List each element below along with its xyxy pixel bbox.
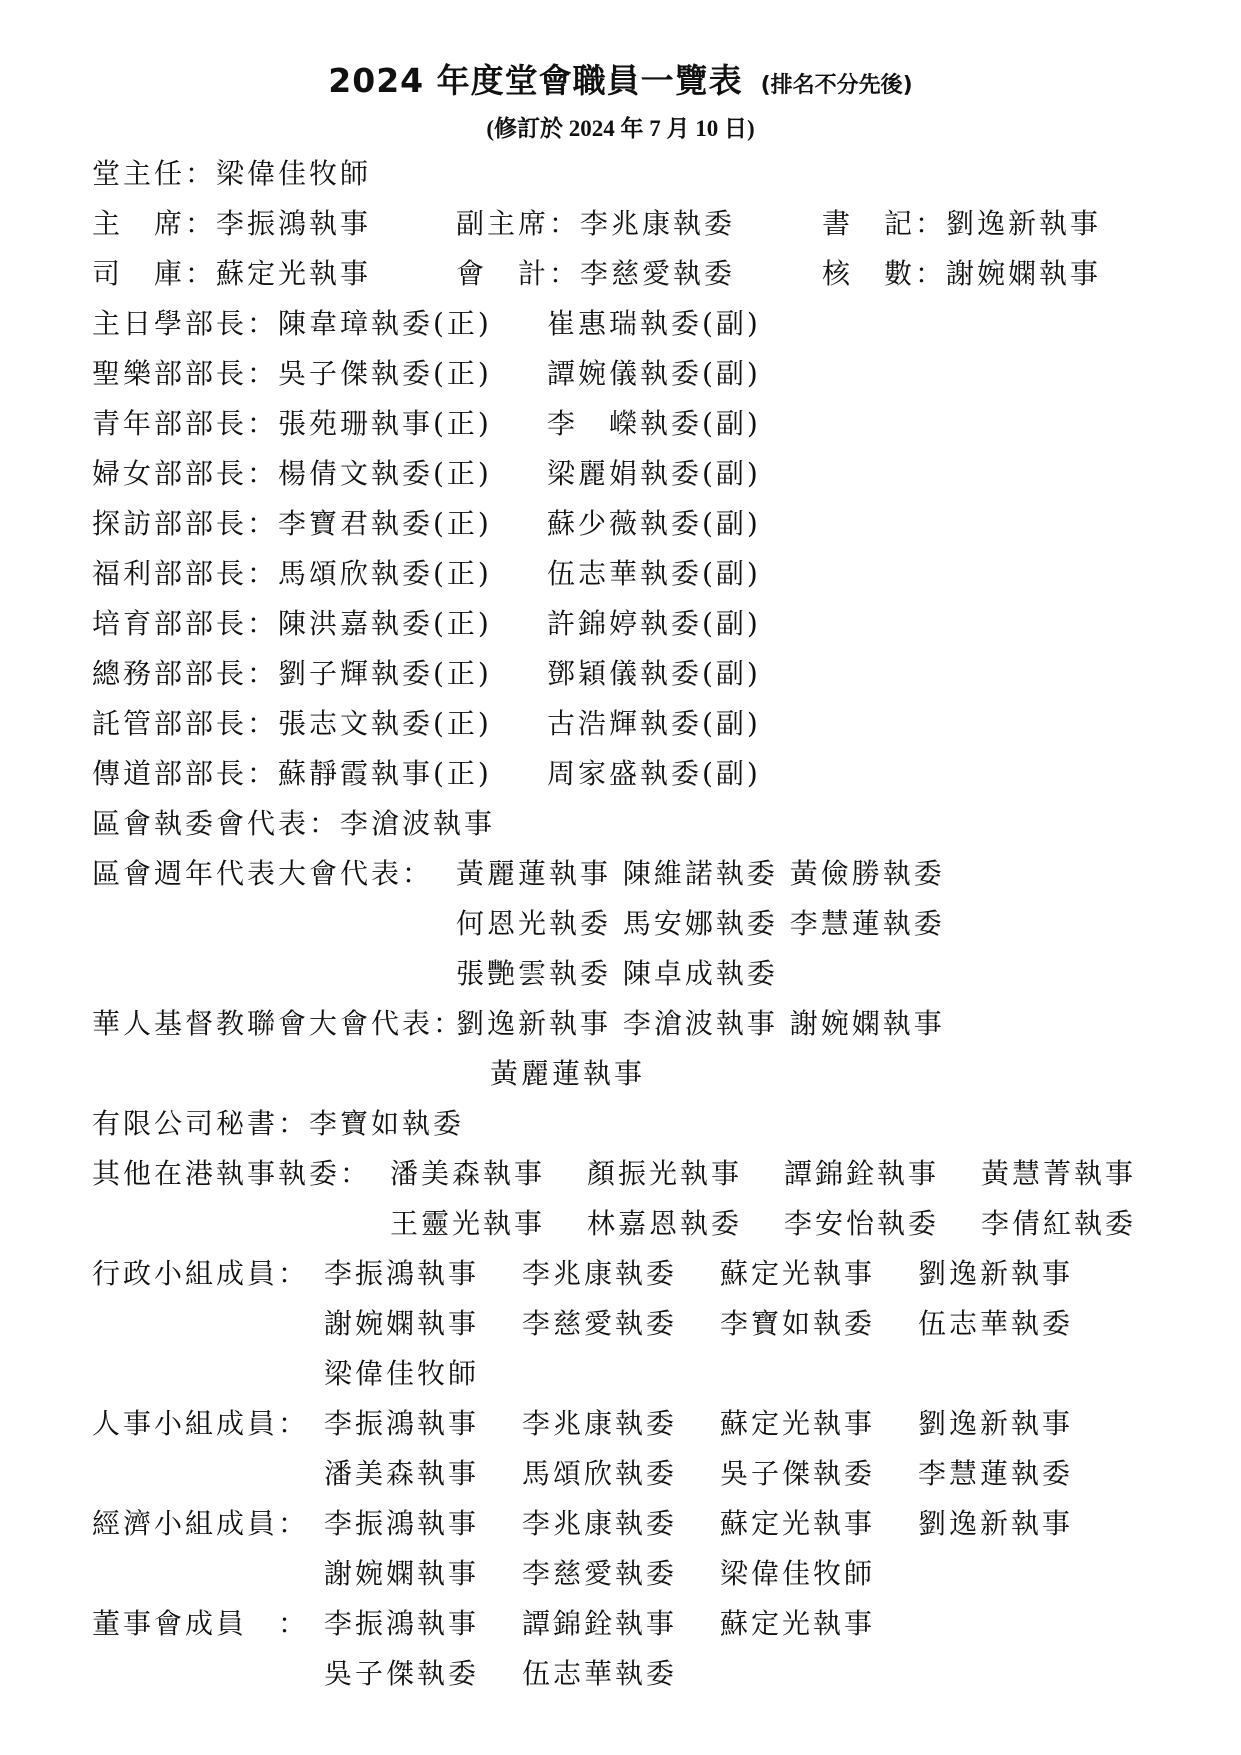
- department-head: 探訪部部長：李寶君執委(正): [92, 507, 492, 540]
- member-name: 蘇定光執事: [720, 1407, 876, 1440]
- vice-chairman: 副主席：李兆康執委: [456, 207, 736, 240]
- department-head: 婦女部部長：楊倩文執委(正): [92, 457, 492, 490]
- chinese-council-label: 華人基督教聯會大會代表：: [92, 1007, 465, 1040]
- district-agm-members: 張艷雲執委 陳卓成執委: [456, 957, 778, 990]
- member-name: 譚錦銓執事: [522, 1607, 678, 1640]
- member-name: 謝婉嫻執事: [324, 1307, 480, 1340]
- personnel-group-label: 人事小組成員：: [92, 1407, 310, 1440]
- member-name: 李倩紅執委: [981, 1207, 1137, 1240]
- department-head: 福利部部長：馬頌欣執委(正): [92, 557, 492, 590]
- board-label: 董事會成員 ：: [92, 1607, 310, 1640]
- district-agm-label: 區會週年代表大會代表：: [92, 857, 434, 890]
- document-title: [0, 55, 1241, 102]
- member-name: 蘇定光執事: [720, 1607, 876, 1640]
- department-head: 總務部部長：劉子輝執委(正): [92, 657, 492, 690]
- member-name: 李安怡執委: [784, 1207, 940, 1240]
- department-deputy: 伍志華執委(副): [547, 557, 761, 590]
- member-name: 李寶如執委: [720, 1307, 876, 1340]
- member-name: 梁偉佳牧師: [324, 1357, 480, 1390]
- department-head: 主日學部長：陳韋璋執委(正): [92, 307, 492, 340]
- member-name: 潘美森執事: [324, 1457, 480, 1490]
- member-name: 李慈愛執委: [522, 1307, 678, 1340]
- member-name: 吳子傑執委: [324, 1657, 480, 1690]
- finance-group-label: 經濟小組成員：: [92, 1507, 310, 1540]
- member-name: 譚錦銓執事: [784, 1157, 940, 1190]
- other-hk-label: 其他在港執事執委：: [92, 1157, 372, 1190]
- district-agm-members: 何恩光執委 馬安娜執委 李慧蓮執委: [456, 907, 945, 940]
- member-name: 劉逸新執事: [918, 1507, 1074, 1540]
- department-deputy: 崔惠瑞執委(副): [547, 307, 761, 340]
- district-committee-rep: 區會執委會代表：李滄波執事: [92, 807, 496, 840]
- member-name: 顏振光執事: [587, 1157, 743, 1190]
- title-main: 2024 年度堂會職員一覽表: [328, 61, 743, 100]
- department-head: 託管部部長：張志文執委(正): [92, 707, 492, 740]
- chinese-council-members: 劉逸新執事 李滄波執事 謝婉嫻執事: [456, 1007, 945, 1040]
- accountant: 會 計：李慈愛執委: [456, 257, 736, 290]
- member-name: 馬頌欣執委: [522, 1457, 678, 1490]
- department-head: 培育部部長：陳洪嘉執委(正): [92, 607, 492, 640]
- treasurer: 司 庫：蘇定光執事: [92, 257, 372, 290]
- member-name: 李慧蓮執委: [918, 1457, 1074, 1490]
- district-agm-members: 黃麗蓮執事 陳維諾執委 黃儉勝執委: [456, 857, 945, 890]
- chairman: 主 席：李振鴻執事: [92, 207, 372, 240]
- auditor: 核 數：謝婉嫻執事: [822, 257, 1102, 290]
- member-name: 劉逸新執事: [918, 1257, 1074, 1290]
- member-name: 黃慧菁執事: [981, 1157, 1137, 1190]
- department-head: 傳道部部長：蘇靜霞執事(正): [92, 757, 492, 790]
- member-name: 潘美森執事: [390, 1157, 546, 1190]
- department-deputy: 許錦婷執委(副): [547, 607, 761, 640]
- member-name: 伍志華執委: [522, 1657, 678, 1690]
- department-deputy: 古浩輝執委(副): [547, 707, 761, 740]
- member-name: 李振鴻執事: [324, 1257, 480, 1290]
- department-deputy: 鄧穎儀執委(副): [547, 657, 761, 690]
- revision-date: (修訂於 2024 年 7 月 10 日): [486, 116, 755, 141]
- department-head: 聖樂部部長：吳子傑執委(正): [92, 357, 492, 390]
- member-name: 蘇定光執事: [720, 1257, 876, 1290]
- department-deputy: 梁麗娟執委(副): [547, 457, 761, 490]
- member-name: 蘇定光執事: [720, 1507, 876, 1540]
- member-name: 李慈愛執委: [522, 1557, 678, 1590]
- member-name: 伍志華執委: [918, 1307, 1074, 1340]
- member-name: 李兆康執委: [522, 1407, 678, 1440]
- department-deputy: 周家盛執委(副): [547, 757, 761, 790]
- member-name: 李振鴻執事: [324, 1407, 480, 1440]
- member-name: 劉逸新執事: [918, 1407, 1074, 1440]
- member-name: 李兆康執委: [522, 1507, 678, 1540]
- department-head: 青年部部長：張苑珊執事(正): [92, 407, 492, 440]
- chinese-council-members: 黃麗蓮執事: [490, 1057, 646, 1090]
- secretary: 書 記：劉逸新執事: [822, 207, 1102, 240]
- department-deputy: 譚婉儀執委(副): [547, 357, 761, 390]
- member-name: 梁偉佳牧師: [720, 1557, 876, 1590]
- member-name: 李振鴻執事: [324, 1607, 480, 1640]
- company-secretary: 有限公司秘書：李寶如執委: [92, 1107, 465, 1140]
- department-deputy: 蘇少薇執委(副): [547, 507, 761, 540]
- admin-group-label: 行政小組成員：: [92, 1257, 310, 1290]
- member-name: 李兆康執委: [522, 1257, 678, 1290]
- member-name: 林嘉恩執委: [587, 1207, 743, 1240]
- department-deputy: 李 嶸執委(副): [547, 407, 761, 440]
- title-note: (排名不分先後): [760, 73, 913, 98]
- member-name: 李振鴻執事: [324, 1507, 480, 1540]
- member-name: 謝婉嫻執事: [324, 1557, 480, 1590]
- member-name: 吳子傑執委: [720, 1457, 876, 1490]
- member-name: 王靈光執事: [390, 1207, 546, 1240]
- head-pastor: 堂主任：梁偉佳牧師: [92, 157, 372, 190]
